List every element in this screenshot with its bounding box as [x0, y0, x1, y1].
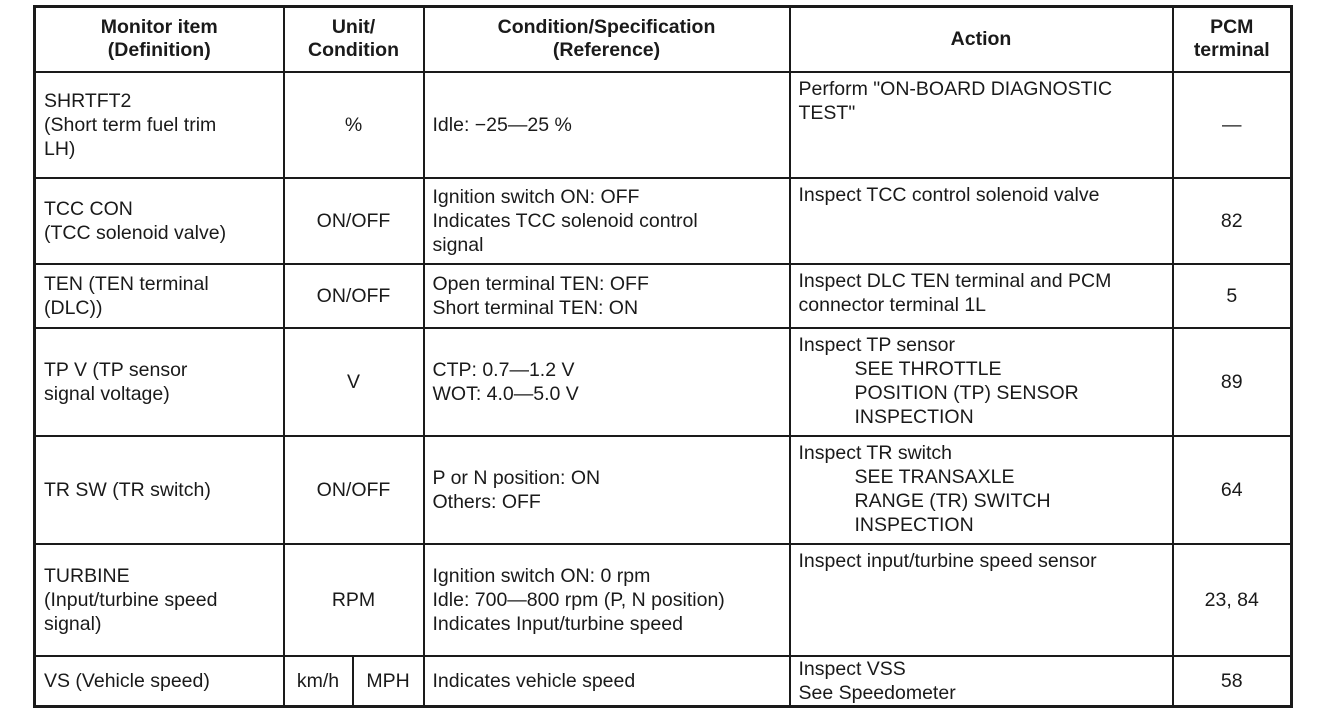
header-condition-line: Condition/Specification	[497, 16, 716, 39]
condition-line: WOT: 4.0—5.0 V	[432, 382, 579, 405]
condition-line: CTP: 0.7—1.2 V	[432, 358, 575, 381]
monitor-item-line: TCC CON	[44, 197, 133, 220]
monitor-item-line: signal)	[44, 612, 102, 635]
unit-cell	[284, 264, 424, 328]
condition-line: Idle: −25—25 %	[432, 113, 572, 136]
header-pcm-terminal	[1173, 7, 1292, 72]
condition-line: P or N position: ON	[432, 466, 601, 489]
action-cell	[790, 656, 1173, 707]
header-monitor-item-line: (Definition)	[107, 39, 211, 62]
header-unit-line: Condition	[308, 39, 399, 62]
pcm-terminal-value: 82	[1220, 209, 1243, 232]
pcm-terminal-cell	[1173, 436, 1292, 544]
monitor-item-line: TURBINE	[44, 564, 130, 587]
unit-value: ON/OFF	[316, 284, 391, 307]
table-row	[35, 72, 1292, 178]
condition-line: Ignition switch ON: 0 rpm	[432, 564, 651, 587]
action-line: Perform "ON-BOARD DIAGNOSTIC	[798, 77, 1113, 100]
monitor-item-line: (Short term fuel trim	[44, 113, 217, 136]
monitor-item-line: signal voltage)	[44, 382, 170, 405]
unit-cell	[284, 436, 424, 544]
action-line: TEST"	[798, 101, 856, 124]
monitor-item-line: SHRTFT2	[44, 89, 132, 112]
unit-cell-kmh	[284, 656, 353, 707]
condition-line: signal	[432, 233, 484, 256]
action-cell	[790, 178, 1173, 264]
condition-cell	[424, 436, 790, 544]
monitor-item-cell	[35, 656, 284, 707]
pcm-terminal-cell	[1173, 656, 1292, 707]
header-monitor-item-line: Monitor item	[100, 16, 218, 39]
monitor-item-cell	[35, 436, 284, 544]
header-unit-line: Unit/	[331, 16, 376, 39]
condition-cell	[424, 72, 790, 178]
condition-cell	[424, 544, 790, 656]
pcm-terminal-value: 58	[1220, 669, 1243, 692]
table-row	[35, 544, 1292, 656]
pcm-terminal-value: 64	[1220, 478, 1243, 501]
condition-line: Indicates vehicle speed	[432, 669, 636, 692]
action-reference-line: SEE TRANSAXLE	[854, 465, 1015, 488]
unit-cell	[284, 72, 424, 178]
condition-cell	[424, 178, 790, 264]
unit-value: RPM	[331, 588, 376, 611]
condition-line: Idle: 700—800 rpm (P, N position)	[432, 588, 725, 611]
action-cell	[790, 544, 1173, 656]
condition-cell	[424, 264, 790, 328]
header-action	[790, 7, 1173, 72]
monitor-item-line: (TCC solenoid valve)	[44, 221, 227, 244]
unit-value-kmh: km/h	[296, 669, 340, 692]
pcm-terminal-value: 23, 84	[1204, 588, 1259, 611]
monitor-item-cell	[35, 264, 284, 328]
table-header-row	[35, 7, 1292, 72]
monitor-item-cell	[35, 72, 284, 178]
condition-line: Indicates TCC solenoid control	[432, 209, 698, 232]
table-row	[35, 436, 1292, 544]
pcm-terminal-cell	[1173, 264, 1292, 328]
pcm-terminal-cell	[1173, 178, 1292, 264]
condition-cell	[424, 656, 790, 707]
unit-cell-mph	[353, 656, 424, 707]
unit-cell	[284, 178, 424, 264]
monitor-item-cell	[35, 544, 284, 656]
condition-line: Open terminal TEN: OFF	[432, 272, 649, 295]
monitor-item-line: TEN (TEN terminal	[44, 272, 209, 295]
monitor-item-line: (Input/turbine speed	[44, 588, 218, 611]
header-unit-condition	[284, 7, 424, 72]
monitor-table-page	[33, 5, 1290, 703]
action-line: Inspect input/turbine speed sensor	[798, 549, 1097, 572]
unit-cell	[284, 544, 424, 656]
condition-line: Indicates Input/turbine speed	[432, 612, 683, 635]
header-action-label: Action	[950, 27, 1012, 50]
action-line: Inspect VSS	[798, 657, 906, 680]
header-condition-specification	[424, 7, 790, 72]
action-reference-line: POSITION (TP) SENSOR	[854, 381, 1079, 404]
pcm-terminal-cell	[1173, 72, 1292, 178]
header-condition-line: (Reference)	[552, 39, 661, 62]
header-pcm-line: terminal	[1193, 39, 1270, 62]
unit-value: V	[346, 370, 360, 393]
monitor-item-line: TP V (TP sensor	[44, 358, 188, 381]
action-reference-line: RANGE (TR) SWITCH	[854, 489, 1051, 512]
unit-value-mph: MPH	[366, 669, 410, 692]
action-line: Inspect TR switch	[798, 441, 953, 464]
action-line: Inspect TP sensor	[798, 333, 955, 356]
table-row	[35, 264, 1292, 328]
monitor-item-line: LH)	[44, 137, 76, 160]
action-cell	[790, 328, 1173, 436]
unit-value: %	[344, 113, 363, 136]
monitor-item-cell	[35, 328, 284, 436]
monitor-item-cell	[35, 178, 284, 264]
condition-cell	[424, 328, 790, 436]
action-cell	[790, 72, 1173, 178]
table-row	[35, 328, 1292, 436]
unit-cell	[284, 328, 424, 436]
action-cell	[790, 264, 1173, 328]
monitor-item-line: (DLC))	[44, 296, 103, 319]
pcm-terminal-value: —	[1222, 113, 1242, 136]
action-reference-line: SEE THROTTLE	[854, 357, 1002, 380]
monitor-item-line: TR SW (TR switch)	[44, 478, 211, 501]
pid-monitor-table	[33, 5, 1293, 708]
action-reference-line: INSPECTION	[854, 405, 974, 428]
table-body	[35, 72, 1292, 707]
action-line: Inspect DLC TEN terminal and PCM	[798, 269, 1112, 292]
action-line: Inspect TCC control solenoid valve	[798, 183, 1100, 206]
action-cell	[790, 436, 1173, 544]
table-row	[35, 178, 1292, 264]
table-row	[35, 656, 1292, 707]
pcm-terminal-cell	[1173, 544, 1292, 656]
action-reference-line: INSPECTION	[854, 513, 974, 536]
header-pcm-line: PCM	[1210, 16, 1254, 39]
unit-value: ON/OFF	[316, 209, 391, 232]
action-line: connector terminal 1L	[798, 293, 987, 316]
condition-line: Ignition switch ON: OFF	[432, 185, 640, 208]
header-monitor-item	[35, 7, 284, 72]
pcm-terminal-value: 89	[1220, 370, 1243, 393]
condition-line: Short terminal TEN: ON	[432, 296, 639, 319]
action-line: See Speedometer	[798, 681, 956, 704]
condition-line: Others: OFF	[432, 490, 541, 513]
monitor-item-line: VS (Vehicle speed)	[44, 669, 210, 692]
pcm-terminal-cell	[1173, 328, 1292, 436]
unit-value: ON/OFF	[316, 478, 391, 501]
pcm-terminal-value: 5	[1226, 284, 1238, 307]
